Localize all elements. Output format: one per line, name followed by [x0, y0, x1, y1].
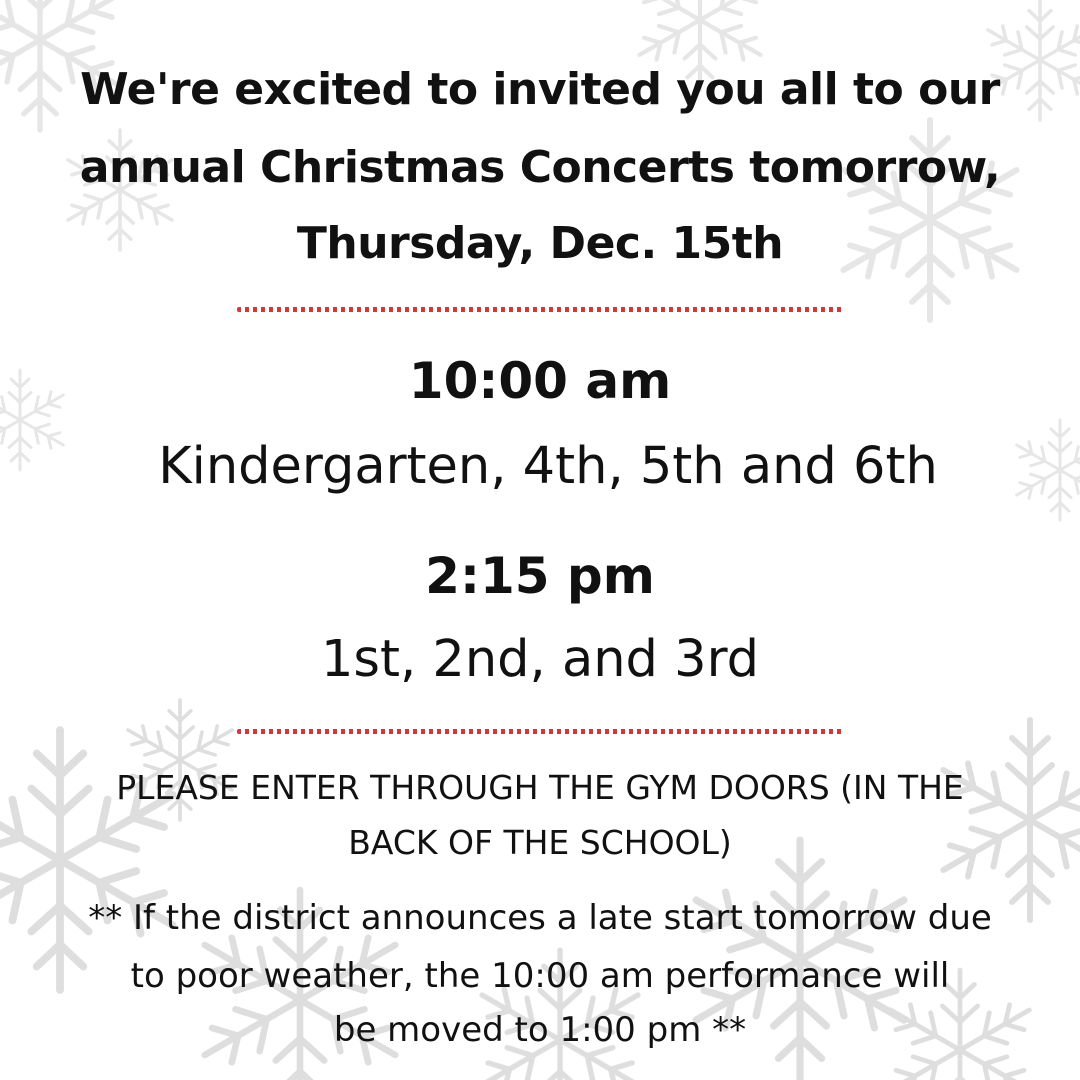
weather-note-line-3: be moved to 1:00 pm ** — [333, 1010, 747, 1050]
headline-line-1: We're excited to invited you all to our — [80, 64, 1000, 115]
first-performance-grades: Kindergarten, 4th, 5th and 6th — [158, 437, 938, 496]
second-performance-grades: 1st, 2nd, and 3rd — [320, 630, 760, 689]
entrance-notice-line-1: PLEASE ENTER THROUGH THE GYM DOORS (IN THE — [116, 768, 964, 807]
entrance-notice-line-2: BACK OF THE SCHOOL) — [348, 823, 732, 862]
second-performance-time: 2:15 pm — [425, 547, 655, 605]
weather-note-line-2: to poor weather, the 10:00 am performance will — [130, 956, 950, 996]
dotted-divider-bottom — [237, 729, 843, 734]
headline-line-3: Thursday, Dec. 15th — [296, 218, 784, 269]
weather-note-line-1: ** If the district announces a late start tomorrow due — [88, 898, 992, 938]
headline-line-2: annual Christmas Concerts tomorrow, — [79, 142, 1001, 193]
dotted-divider-top — [237, 307, 843, 312]
first-performance-time: 10:00 am — [408, 352, 672, 410]
